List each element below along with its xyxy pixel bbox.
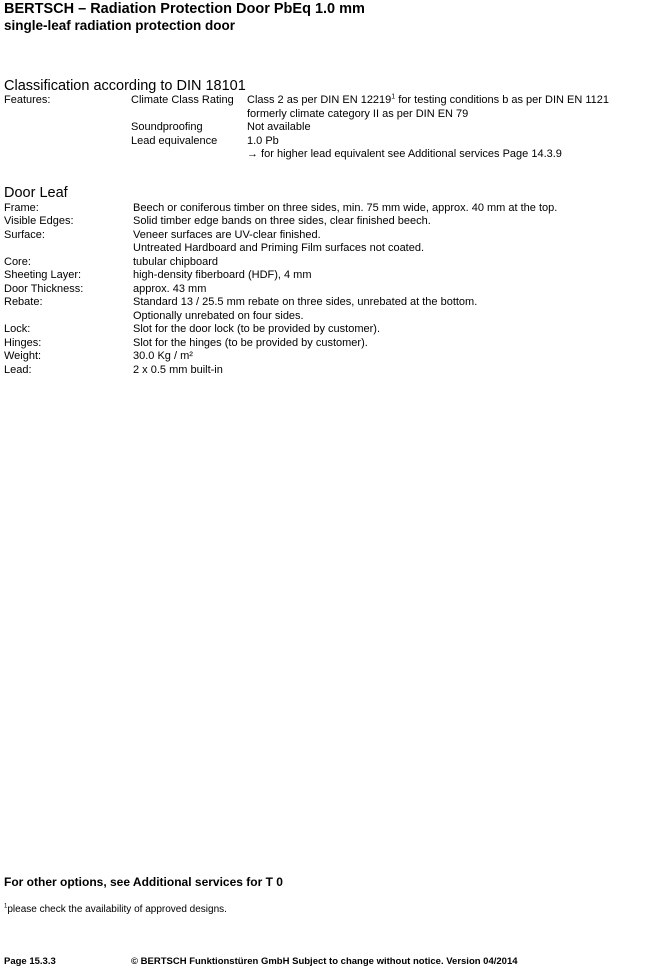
door-thickness-label: Door Thickness: [4, 282, 84, 295]
footnote [4, 904, 227, 915]
lead-equivalence-label: Lead equivalence [131, 134, 218, 147]
hinges-label: Hinges: [4, 336, 42, 349]
surface-value-2: Untreated Hardboard and Priming Film surfaces not coated. [133, 242, 425, 254]
page-subtitle: single-leaf radiation protection door [4, 18, 236, 33]
classification-heading: Classification according to DIN 18101 [4, 78, 246, 94]
hinges-value: Slot for the hinges (to be provided by customer). [133, 336, 368, 349]
door-thickness-value: approx. 43 mm [133, 282, 207, 295]
footnote-text: please check the availability of approved designs. [7, 904, 227, 915]
frame-label: Frame: [4, 201, 39, 214]
rebate-value-2: Optionally unrebated on four sides. [133, 309, 304, 322]
page-title: BERTSCH – Radiation Protection Door PbEq 1.0 mm [4, 1, 365, 17]
other-options-note: For other options, see Additional services for T 0 [4, 875, 283, 889]
footnote-number: 1 [4, 903, 8, 910]
climate-class-label: Climate Class Rating [131, 94, 234, 106]
soundproofing-value: Not available [247, 121, 311, 133]
copyright-notice: © BERTSCH Funktionstüren GmbH Subject to change without notice. Version 04/2014 [131, 956, 518, 967]
weight-label: Weight: [4, 350, 42, 362]
climate-class-note: formerly climate category II as per DIN EN 79 [247, 107, 469, 120]
surface-value: Veneer surfaces are UV-clear finished. [133, 228, 321, 241]
page-number: Page 15.3.3 [4, 956, 56, 967]
features-label: Features: [4, 94, 51, 106]
core-label: Core: [4, 255, 31, 268]
rebate-label: Rebate: [4, 296, 43, 308]
lock-label: Lock: [4, 323, 31, 335]
frame-value: Beech or coniferous timber on three sides, min. 75 mm wide, approx. 40 mm at the top. [133, 201, 558, 214]
sheeting-layer-value: high-density fiberboard (HDF), 4 mm [133, 269, 312, 281]
lock-value: Slot for the door lock (to be provided by customer). [133, 323, 381, 335]
climate-class-value: Class 2 as per DIN EN 12219$^1$ for testing conditions b as per DIN EN 1121 [247, 93, 609, 106]
sheeting-layer-label: Sheeting Layer: [4, 269, 82, 281]
lead-label: Lead: [4, 363, 32, 376]
rebate-value: Standard 13 / 25.5 mm rebate on three sides, unrebated at the bottom. [133, 296, 478, 308]
visible-edges-label: Visible Edges: [4, 215, 74, 227]
lead-equivalence-value: 1.0 Pb [247, 134, 279, 147]
soundproofing-label: Soundproofing [131, 121, 203, 133]
additional-services-note: → for higher lead equivalent see Additional services Page 14.3.9 [247, 148, 562, 160]
visible-edges-value: Solid timber edge bands on three sides, clear finished beech. [133, 215, 431, 227]
core-value: tubular chipboard [133, 255, 219, 268]
lead-value: 2 x 0.5 mm built-in [133, 363, 223, 376]
weight-value: 30.0 Kg / m² [133, 350, 193, 362]
arrow-right-icon: → [247, 148, 258, 160]
surface-label: Surface: [4, 228, 45, 241]
footnote-marker: 1 [391, 93, 396, 101]
door-leaf-heading: Door Leaf [4, 185, 68, 201]
